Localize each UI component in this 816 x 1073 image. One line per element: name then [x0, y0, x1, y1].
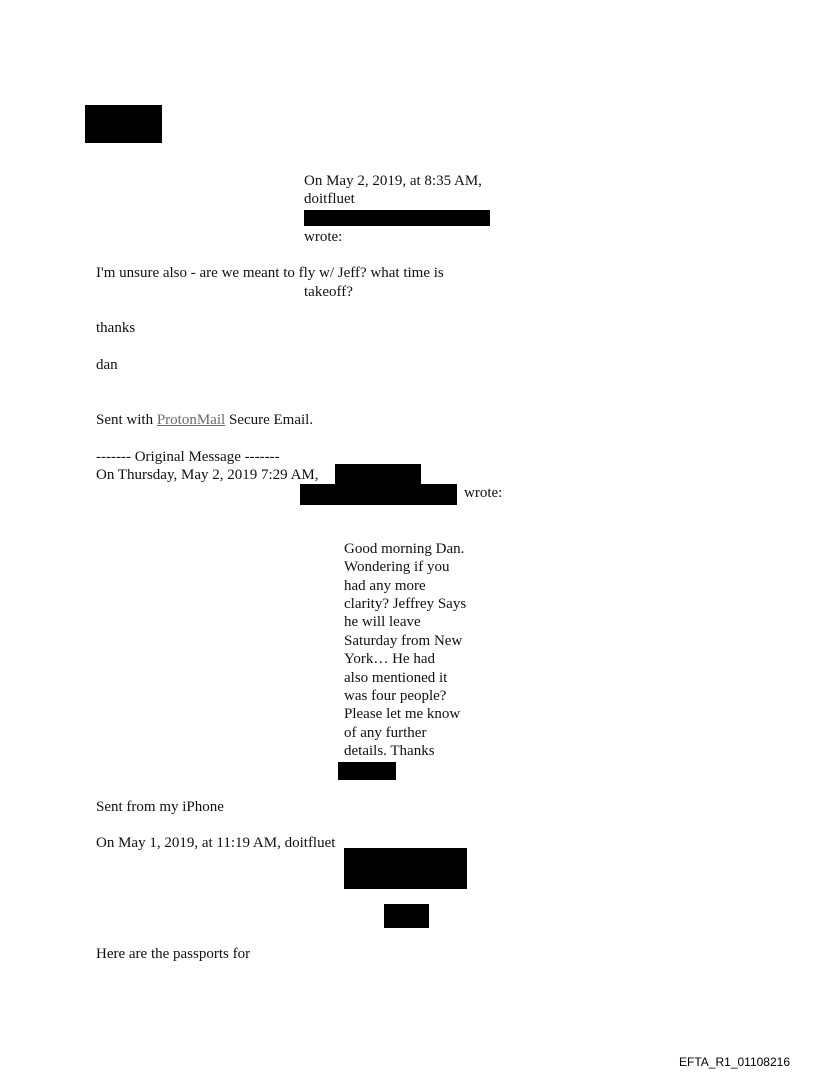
- quoted-line: York… He had: [344, 651, 435, 667]
- protonmail-link[interactable]: ProtonMail: [156, 412, 226, 428]
- redaction-block: [304, 210, 490, 226]
- redaction-block: [344, 848, 467, 889]
- original-message-date: On Thursday, May 2, 2019 7:29 AM,: [96, 467, 319, 483]
- redaction-block: [85, 105, 162, 143]
- quoted-line: Good morning Dan.: [344, 541, 465, 557]
- quoted-line: was four people?: [344, 688, 447, 704]
- message-signature: dan: [96, 357, 118, 373]
- original-message-separator: ------- Original Message -------: [96, 449, 280, 465]
- reply-header-wrote: wrote:: [304, 229, 343, 245]
- message-line: I'm unsure also - are we meant to fly w/ Jeff? what time is: [96, 265, 444, 281]
- sent-from-iphone: Sent from my iPhone: [96, 799, 224, 815]
- reply-header-sender: doitfluet: [304, 191, 355, 207]
- redaction-block: [300, 484, 457, 505]
- message-line: takeoff?: [304, 284, 353, 300]
- earlier-message-date: On May 1, 2019, at 11:19 AM, doitfluet: [96, 835, 336, 851]
- redaction-block: [384, 904, 429, 928]
- message-closing: thanks: [96, 320, 136, 336]
- quoted-line: he will leave: [344, 614, 421, 630]
- quoted-line: also mentioned it: [344, 670, 448, 686]
- original-message-wrote: wrote:: [464, 485, 503, 501]
- quoted-line: clarity? Jeffrey Says: [344, 596, 467, 612]
- reply-header-date: On May 2, 2019, at 8:35 AM,: [304, 173, 482, 189]
- quoted-line: of any further: [344, 725, 427, 741]
- document-id: EFTA_R1_01108216: [679, 1055, 790, 1069]
- quoted-line: Saturday from New: [344, 633, 463, 649]
- redaction-block: [338, 762, 396, 780]
- quoted-line: details. Thanks: [344, 743, 435, 759]
- sent-with-suffix: Secure Email.: [225, 412, 314, 428]
- sent-with-prefix: Sent with: [96, 412, 157, 428]
- redaction-block: [335, 464, 421, 484]
- quoted-line: had any more: [344, 578, 426, 594]
- sent-with-line: [96, 411, 313, 429]
- earlier-message-body: Here are the passports for: [96, 946, 251, 962]
- quoted-line: Wondering if you: [344, 559, 450, 575]
- quoted-line: Please let me know: [344, 706, 461, 722]
